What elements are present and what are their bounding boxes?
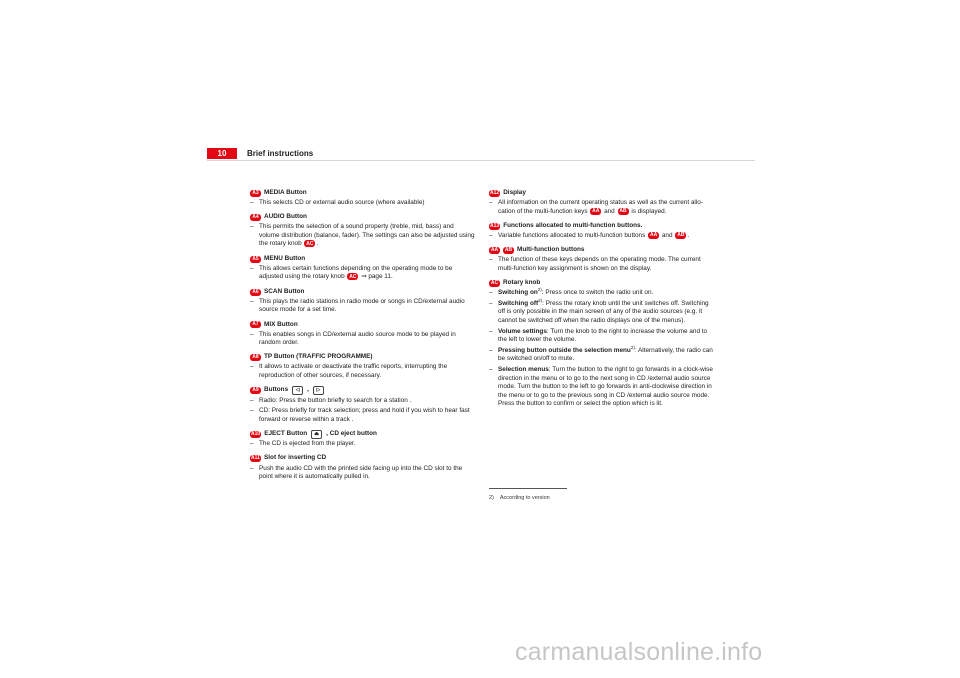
rotary-knob-ref: AC (306, 240, 314, 247)
footnote-mark: 2) (489, 495, 494, 501)
callout-badge: A3 (250, 190, 261, 197)
callout-badge: A9 (250, 387, 261, 394)
menu-button-item: A5 MENU Button – This allows certain functions depending on the operating mode to be adjusted using the rotary knob AC ⇒ page 11. (250, 254, 453, 281)
item-title: Display (503, 189, 526, 196)
item-text: Radio: Press the button briefly to search for a station . (259, 396, 412, 404)
chapter-title: Brief instructions (247, 149, 314, 158)
callout-badge: A11 (251, 455, 260, 462)
display-item: A12 Display – All information on the current operating status as well as the current allo-cation of the multi-function keys AA and AB is displayed. (489, 189, 703, 215)
media-button-item: A3 MEDIA Button – This selects CD or external audio source (where available) (250, 189, 475, 208)
callout-badge: A4 (250, 214, 261, 221)
item-title: MEDIA Button (264, 189, 307, 196)
multi-key-ref: AB (619, 207, 627, 214)
functions-item: A13 Functions allocated to multi-function buttons. – Variable functions allocated to multi-function buttons AA and AB . (489, 221, 690, 240)
item-text: Push the audio CD with the printed side facing up into the CD slot to the point where it is automatically pulled in. (259, 464, 463, 481)
eject-icon: ⏏ (311, 430, 322, 439)
multi-function-item: AA AB Multi-function buttons – The function of these keys depends on the operating mode. The current multi-function key assignment is shown on the display. (489, 246, 717, 273)
header-divider (207, 160, 755, 161)
multi-key-ref: AA (649, 232, 658, 239)
item-title: SCAN Button (264, 287, 305, 295)
item-text: CD: Press briefly for track selection; press and hold if you wish to hear fast forward or reverse within a track . (259, 407, 470, 423)
seek-back-icon: ◁ (292, 386, 303, 395)
item-title: Slot for inserting CD (264, 454, 327, 462)
rotary-knob-item: AC Rotary knob – Switching $on^{2)}$: Press once to switch the radio unit on. – Switching off$^{2)}$: Press the rotary knob until the unit switches off. Switching off is only possible in the main screen of any of the audio sources (e.g. it cannot be switched off when the radio displays one of the menus). – Volume settings: Turn the knob to the right to increase the volume and to the left to lower the volume. – Pressing button outside the selection menu$^{2)}$: Alternatively, the radio can be switched on/off to mute. – Selection menus: Turn the button to the right to go forwards in a clock-wise direction in the menu or to go to the next song in CD /external audio source mode. Turn the button to the left to go forwards in anti-clockwise direction in the menu or to go to the previous song in CD /external audio source mode. Press the button to confirm or select the option which is lit. (489, 279, 713, 408)
item-title: MIX Button (264, 320, 298, 328)
footnote-text: According to version (499, 495, 550, 501)
footnote (489, 495, 550, 501)
footnote-divider (489, 488, 567, 489)
callout-badge: A7 (250, 321, 261, 328)
callout-badge: AA (490, 247, 499, 254)
mix-button-item: A7 MIX Button – This enables songs in CD/external audio source mode to be played in random order. (250, 321, 475, 348)
item-title: MENU Button (264, 254, 306, 262)
scan-button-item: A6 SCAN Button – This plays the radio stations in radio mode or songs in CD/external audio source mode for a set time. (250, 288, 475, 315)
item-title: TP Button (TRAFFIC PROGRAMME) (264, 353, 373, 361)
item-title: Buttons (264, 386, 289, 394)
callout-badge: AB (504, 247, 513, 254)
page-ref-link[interactable]: ⇒ page 11. (361, 273, 393, 281)
watermark: carmanualsonline.info (515, 638, 763, 666)
item-title: Functions allocated to multi-function buttons. (503, 221, 643, 229)
item-text: This permits the selection of a sound property (treble, mid, bass) and volume distribution (balance, fader). The settings can also be adjusted using the rotary knob (259, 223, 475, 248)
callout-badge: A13 (490, 222, 500, 229)
rotary-knob-ref: AC (349, 273, 357, 280)
page-number: 10 (207, 148, 237, 159)
item-text: This allows certain functions depending on the operating mode to be adjusted using the rotary knob (259, 264, 453, 281)
item-text: The CD is ejected from the player. (259, 440, 356, 448)
right-column (489, 189, 717, 414)
callout-badge: A8 (250, 354, 261, 361)
callout-badge: A6 (250, 289, 261, 296)
item-text: It allows to activate or deactivate the traffic reports, interrupting the reproduction of other sources, if necessary. (259, 363, 448, 379)
multi-key-ref: AA (592, 207, 600, 214)
item-title: Rotary knob (503, 279, 541, 287)
item-title: Multi-function buttons (517, 246, 585, 254)
eject-button-item: A10 EJECT Button ⏏ , CD eject button – The CD is ejected from the player. (250, 430, 475, 449)
multi-key-ref: AB (677, 232, 685, 239)
item-text: This selects CD or external audio source (where available) (259, 199, 425, 207)
callout-badge: A5 (250, 256, 261, 263)
callout-badge: AC (490, 279, 499, 286)
item-text: This plays the radio stations in radio mode or songs in CD/external audio source mode for a set time. (259, 297, 465, 314)
seek-buttons-item: A9 Buttons ◁ , ▷ – Radio: Press the button briefly to search for a station . – CD: Press briefly for track selection; press and hold if you wish to hear fast forward or reverse within a track . (250, 386, 475, 424)
seek-forward-icon: ▷ (313, 386, 324, 395)
page-header (207, 148, 755, 159)
item-title: AUDIO Button (264, 213, 307, 221)
cd-slot-item: A11 Slot for inserting CD – Push the audio CD with the printed side facing up into the CD slot to the point where it is automatically pulled in. (250, 454, 475, 481)
audio-button-item: A4 AUDIO Button – This permits the selection of a sound property (treble, mid, bass) and volume distribution (balance, fader). The settings can also be adjusted using the rotary knob AC . (250, 213, 475, 248)
callout-badge: A12 (490, 189, 500, 196)
callout-badge: A10 (251, 430, 261, 437)
item-title: EJECT Button (264, 430, 308, 438)
item-text: This enables songs in CD/external audio source mode to be played in random order. (259, 330, 456, 347)
item-text: The function of these keys depends on the operating mode. The current multi-function key assignment is shown on the display. (498, 256, 701, 273)
left-column (250, 189, 475, 487)
tp-button-item: A8 TP Button (TRAFFIC PROGRAMME) – It allows to activate or deactivate the traffic reports, interrupting the reproduction of other sources, if necessary. (250, 353, 475, 380)
